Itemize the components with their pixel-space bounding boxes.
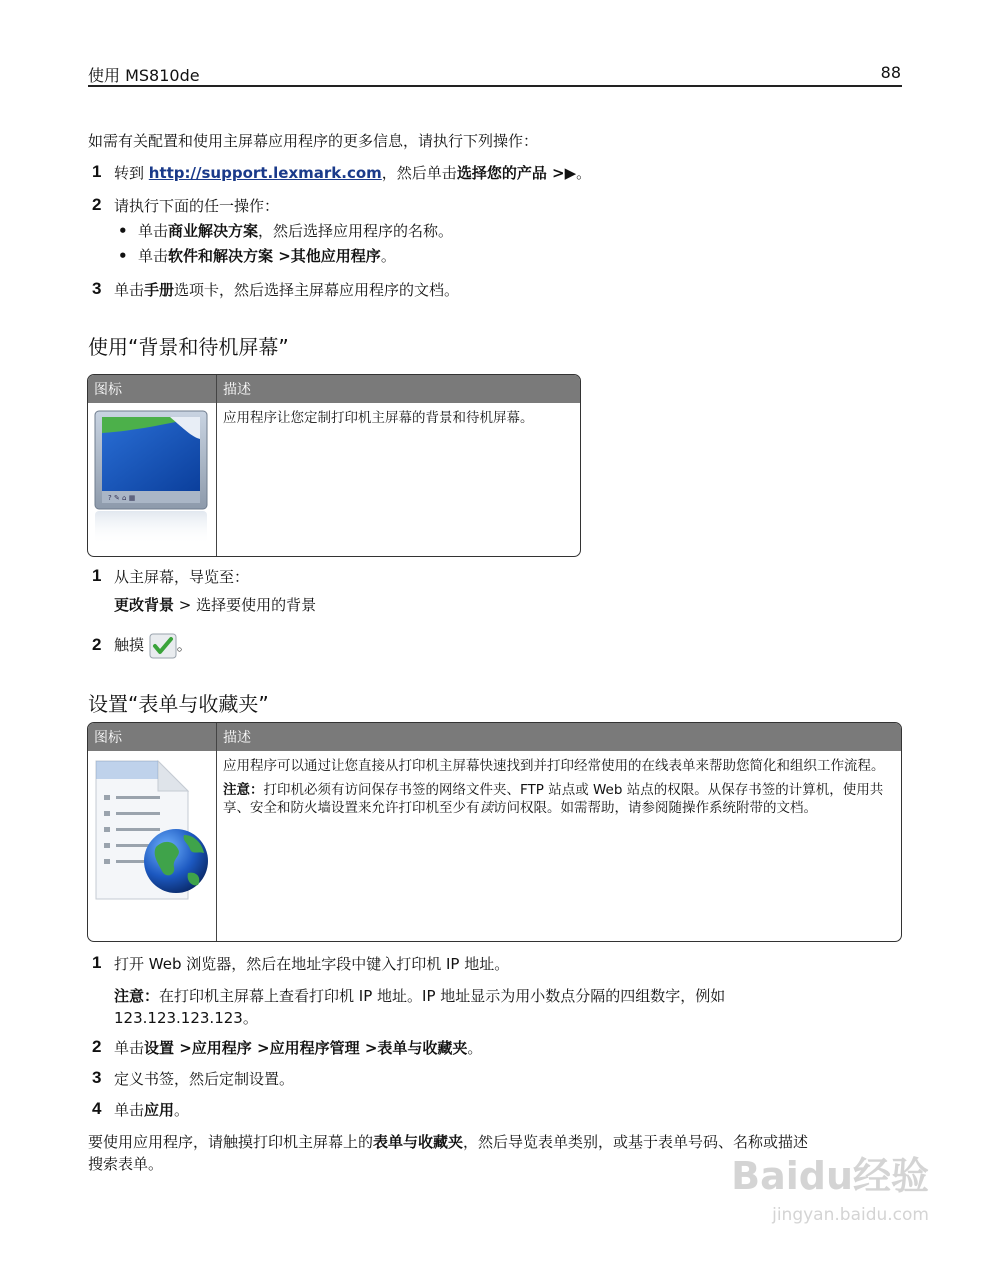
step-text-part: 选项卡，然后选择主屏幕应用程序的文档。	[174, 281, 460, 299]
step-number: 1	[92, 162, 102, 181]
step-bold-part: 应用	[144, 1101, 175, 1119]
bullet-text-part: ，然后选择应用程序的名称。	[258, 222, 454, 240]
note-text: 在打印机主屏幕上查看打印机 IP 地址。IP 地址显示为用小数点分隔的四组数字，例如	[159, 987, 726, 1005]
section-heading: 设置“表单与收藏夹”	[88, 692, 269, 716]
nav-path	[114, 594, 316, 616]
step-text-part: 。	[176, 636, 192, 654]
bullet-bold-part: 商业解决方案	[168, 222, 259, 240]
step-number: 3	[92, 1068, 102, 1087]
step-bold-part: 手册	[144, 281, 175, 299]
step-text-part: 单击	[114, 1101, 145, 1119]
note-italic: 读	[479, 800, 493, 816]
outro-part: 搜索表单。	[88, 1155, 164, 1173]
icon-cell	[88, 751, 216, 941]
nav-path-rest: > 选择要使用的背景	[174, 596, 317, 614]
desc-cell	[216, 751, 901, 941]
bullet-bold-part: 软件和解决方案 >其他应用程序	[168, 247, 381, 265]
col-header-icon: 图标	[88, 723, 216, 751]
bullet-item	[120, 245, 396, 267]
nav-path-bold: 更改背景	[114, 596, 175, 614]
step-text-part: 。	[467, 1039, 483, 1057]
step-text-part: 单击	[114, 281, 145, 299]
step-bold-part: 选择您的产品 >▶	[456, 164, 577, 182]
step-text	[114, 628, 192, 662]
app-table	[87, 722, 902, 942]
step-text-part: 单击	[114, 1039, 145, 1057]
step-text-part: 转到	[114, 164, 149, 182]
bullet-text-part: 。	[380, 247, 396, 265]
step-text-part: ，然后单击	[381, 164, 457, 182]
step-text: 打开 Web 浏览器，然后在地址字段中键入打印机 IP 地址。	[114, 955, 510, 973]
step-number: 1	[92, 953, 102, 972]
step-number: 1	[92, 566, 102, 585]
bullet-text-part: 单击	[138, 247, 169, 265]
note-label: 注意：	[114, 987, 160, 1005]
bullet-item	[120, 220, 453, 242]
step-text	[114, 162, 591, 184]
step-text-part: 。	[576, 164, 592, 182]
step-note	[114, 985, 874, 1029]
outro-part: ，然后导览表单类别，或基于表单号码、名称或描述	[463, 1133, 809, 1151]
support-link[interactable]: http://support.lexmark.com	[148, 164, 382, 182]
outro-part: 要使用应用程序，请触摸打印机主屏幕上的	[88, 1133, 374, 1151]
step-number: 4	[92, 1099, 102, 1118]
icon-cell	[88, 403, 216, 556]
step-text: 从主屏幕，导览至：	[114, 568, 250, 586]
outro-bold: 表单与收藏夹	[373, 1133, 464, 1151]
watermark-logo: Baidu经验	[731, 1154, 929, 1198]
col-header-desc: 描述	[216, 723, 901, 751]
page-number: 88	[880, 63, 901, 82]
watermark-url: jingyan.baidu.com	[772, 1205, 929, 1225]
step-text: 请执行下面的任一操作：	[114, 197, 280, 215]
checkmark-icon	[149, 633, 177, 659]
note-text: 打印机必须有访问保存书签的网络文件夹、FTP 站点或 Web 站点的权限。从保存书签的计算机，使用共享、安全和防火墙设置来允许打印机至少有	[223, 782, 884, 816]
background-app-icon	[92, 407, 210, 547]
header-divider	[88, 85, 902, 87]
step-text-part: 触摸	[114, 636, 149, 654]
desc-cell: 应用程序让您定制打印机主屏幕的背景和待机屏幕。	[216, 403, 580, 556]
step-number: 2	[92, 1037, 102, 1056]
section-heading: 使用“背景和待机屏幕”	[88, 335, 289, 359]
step-text	[114, 1037, 482, 1059]
header-title: 使用 MS810de	[88, 66, 200, 85]
intro-text: 如需有关配置和使用主屏幕应用程序的更多信息，请执行下列操作：	[88, 132, 539, 150]
bullet-text-part: 单击	[138, 222, 169, 240]
note-text: 访问权限。如需帮助，请参阅随操作系统附带的文档。	[493, 800, 817, 816]
step-text-part: 。	[174, 1101, 190, 1119]
desc-text: 应用程序可以通过让您直接从打印机主屏幕快速找到并打印经常使用的在线表单来帮助您简化和组织工作流程。	[223, 758, 885, 774]
step-number: 3	[92, 279, 102, 298]
step-text	[114, 279, 459, 301]
step-bold-part: 设置 >应用程序 >应用程序管理 >表单与收藏夹	[144, 1039, 468, 1057]
step-number: 2	[92, 195, 102, 214]
step-text: 定义书签，然后定制设置。	[114, 1070, 295, 1088]
step-number: 2	[92, 635, 102, 654]
svg-text:? ✎ ⌂ ▦: ? ✎ ⌂ ▦	[108, 494, 136, 502]
col-header-icon: 图标	[88, 375, 216, 403]
note-label: 注意：	[223, 782, 264, 798]
step-text	[114, 1099, 189, 1121]
desc-note	[223, 781, 895, 817]
col-header-desc: 描述	[216, 375, 580, 403]
note-example: 123.123.123.123。	[114, 1009, 258, 1027]
app-table	[87, 374, 581, 557]
forms-favorites-icon	[92, 755, 210, 905]
